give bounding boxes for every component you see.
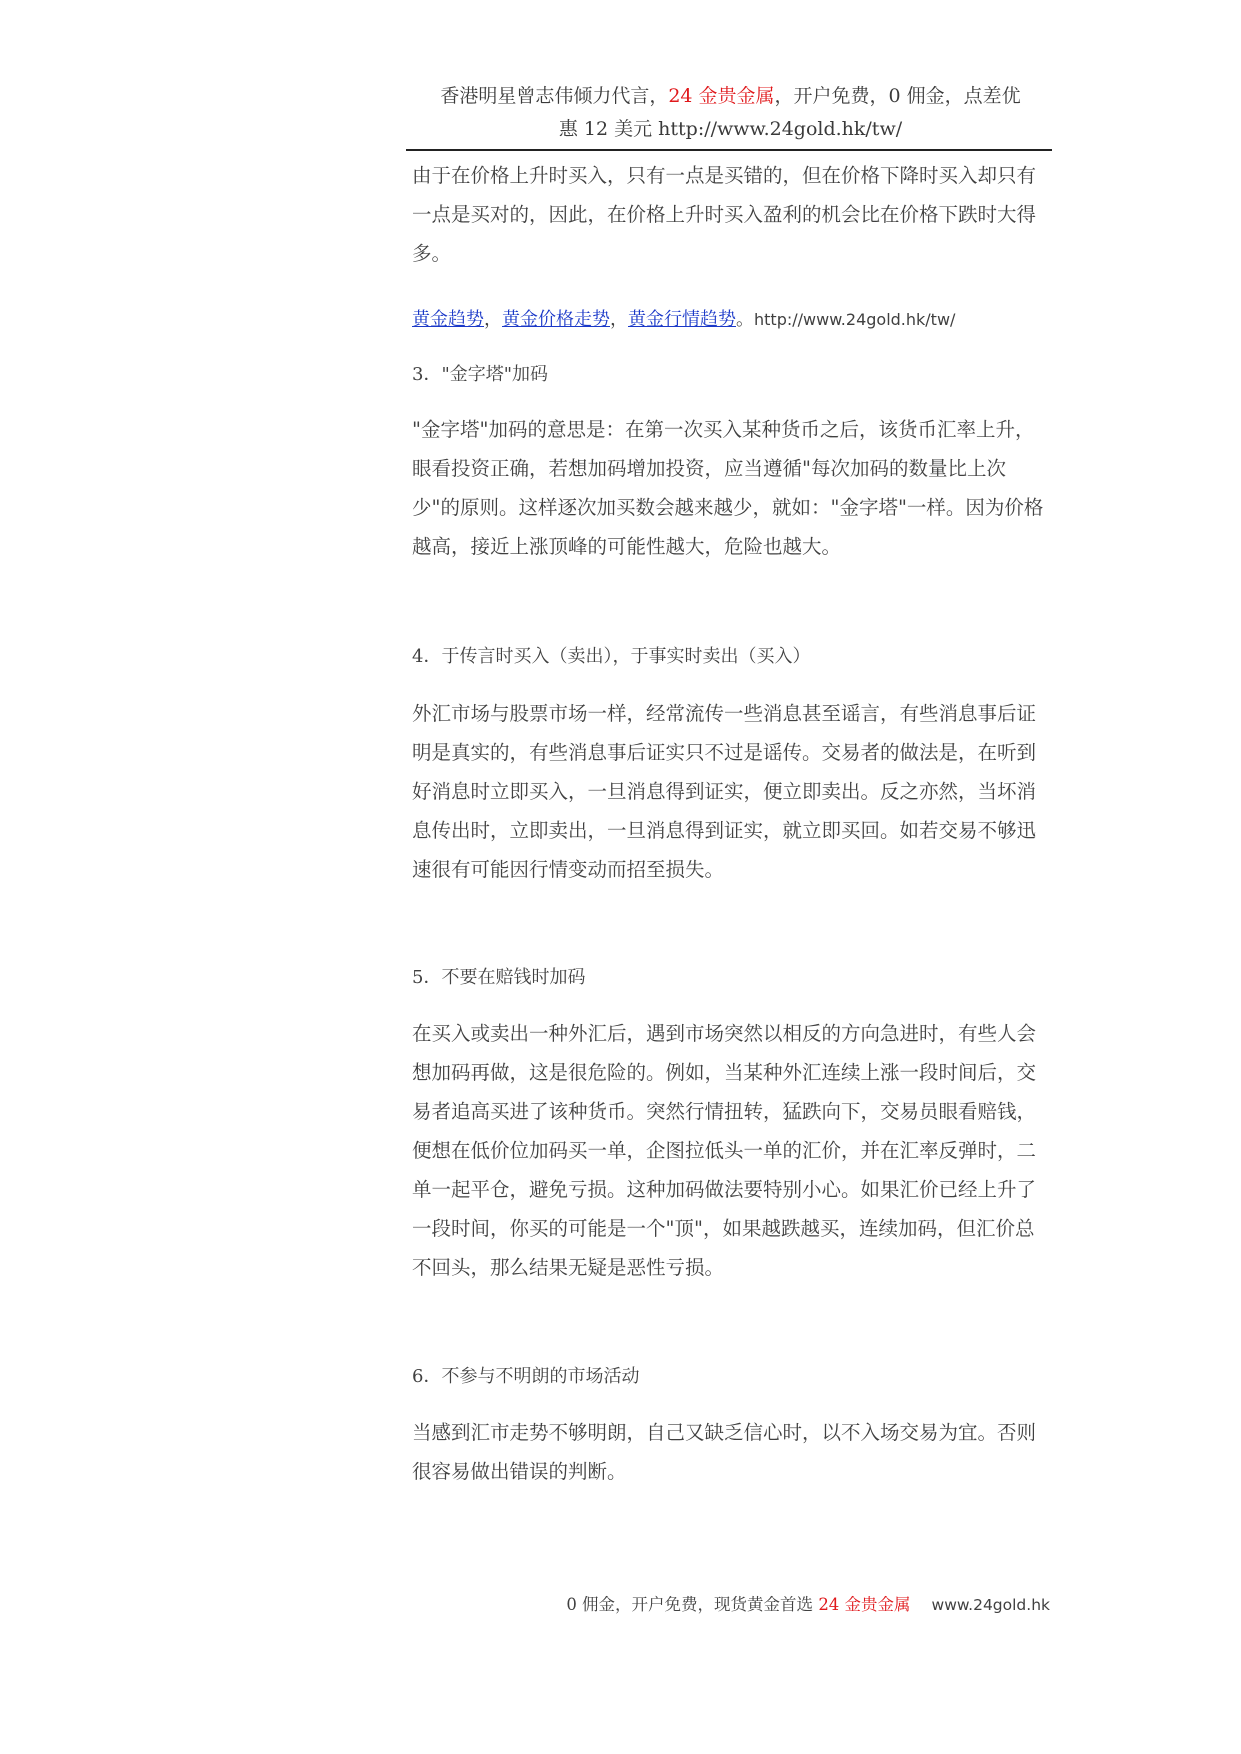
link-end: 。 bbox=[736, 309, 754, 330]
footer-text: 0 佣金，开户免费，现货黄金首选 bbox=[566, 1595, 819, 1614]
page-footer bbox=[560, 1592, 1050, 1618]
link-separator: ， bbox=[484, 309, 502, 330]
link-gold-market-trend[interactable]: 黄金行情趋势 bbox=[628, 309, 736, 330]
keyword-links bbox=[412, 305, 1052, 335]
link-gold-price-trend[interactable]: 黄金价格走势 bbox=[502, 309, 610, 330]
page-header bbox=[408, 80, 1053, 146]
site-url: http://www.24gold.hk/tw/ bbox=[754, 310, 956, 329]
intro-paragraph: 由于在价格上升时买入，只有一点是买错的，但在价格下降时买入却只有一点是买对的，因此，在价格上升时买入盈利的机会比在价格下跌时大得多。 bbox=[412, 164, 1037, 265]
section-body-3: "金字塔"加码的意思是：在第一次买入某种货币之后，该货币汇率上升，眼看投资正确，若想加码增加投资，应当遵循"每次加码的数量比上次少"的原则。这样逐次加买数会越来越少，就如："金字塔"一样。因为价格越高，接近上涨顶峰的可能性越大，危险也越大。 bbox=[412, 418, 1044, 558]
header-text-pre: 香港明星曾志伟倾力代言， bbox=[440, 85, 669, 107]
header-brand: 24 金贵金属 bbox=[668, 85, 775, 107]
section-body-6: 当感到汇市走势不够明朗，自己又缺乏信心时，以不入场交易为宜。否则很容易做出错误的判断。 bbox=[412, 1421, 1037, 1483]
footer-brand: 24 金贵金属 bbox=[818, 1595, 911, 1614]
section-heading-3: 3．"金字塔"加码 bbox=[412, 364, 549, 385]
header-divider bbox=[406, 149, 1052, 151]
link-separator: ， bbox=[610, 309, 628, 330]
section-body-4: 外汇市场与股票市场一样，经常流传一些消息甚至谣言，有些消息事后证明是真实的，有些消息事后证实只不过是谣传。交易者的做法是，在听到好消息时立即买入，一旦消息得到证实，便立即卖出。反之亦然，当坏消息传出时，立即卖出，一旦消息得到证实，就立即买回。如若交易不够迅速很有可能因行情变动而招至损失。 bbox=[412, 702, 1037, 881]
header-text-post: ，开户免费，0 佣金，点差优 bbox=[774, 85, 1021, 107]
header-line-2: 惠 12 美元 http://www.24gold.hk/tw/ bbox=[558, 118, 903, 140]
header-line-1 bbox=[408, 80, 1053, 113]
section-body-5: 在买入或卖出一种外汇后，遇到市场突然以相反的方向急进时，有些人会想加码再做，这是很危险的。例如，当某种外汇连续上涨一段时间后，交易者追高买进了该种货币。突然行情扭转，猛跌向下，交易员眼看赔钱，便想在低价位加码买一单，企图拉低头一单的汇价，并在汇率反弹时，二单一起平仓，避免亏损。这种加码做法要特别小心。如果汇价已经上升了一段时间，你买的可能是一个"顶"，如果越跌越买，连续加码，但汇价总不回头，那么结果无疑是恶性亏损。 bbox=[412, 1022, 1037, 1279]
section-heading-5: 5．不要在赔钱时加码 bbox=[412, 967, 586, 988]
section-heading-6: 6．不参与不明朗的市场活动 bbox=[412, 1366, 640, 1387]
link-gold-trend[interactable]: 黄金趋势 bbox=[412, 309, 484, 330]
footer-site: www.24gold.hk bbox=[931, 1596, 1050, 1614]
section-heading-4: 4．于传言时买入（卖出），于事实时卖出（买入） bbox=[412, 646, 811, 667]
